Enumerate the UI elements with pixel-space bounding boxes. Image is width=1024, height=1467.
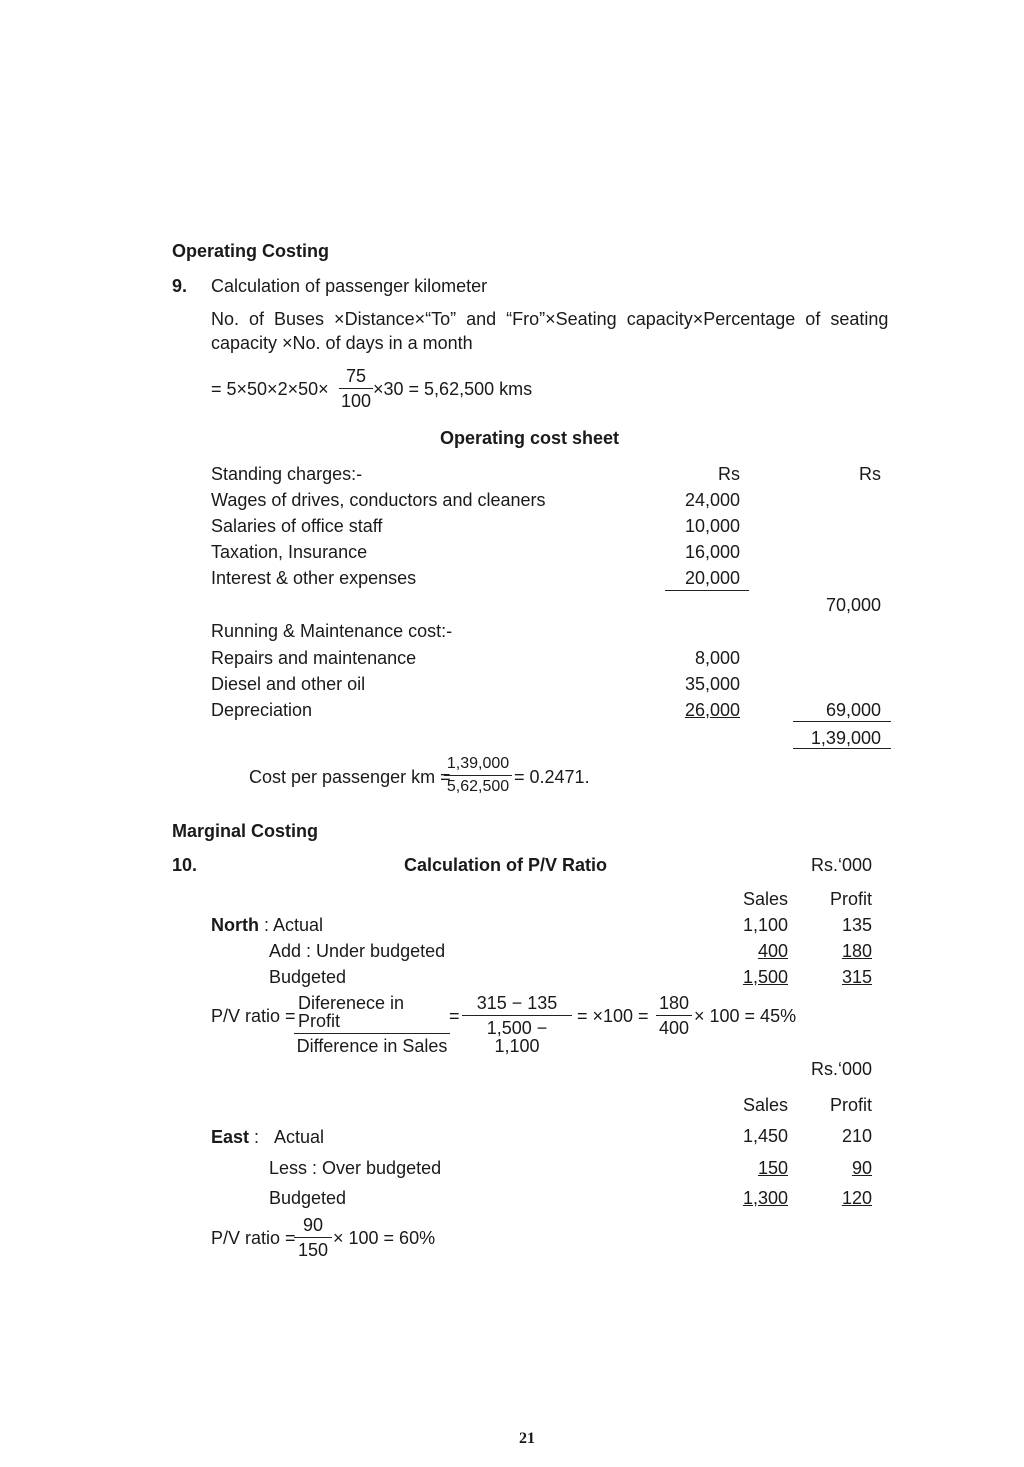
region-north: North (211, 915, 259, 935)
cost-item-amount: 20,000 (684, 568, 740, 588)
cost-per-km-denominator: 5,62,500 (444, 775, 512, 795)
formula-line-1: No. of Buses ×Distance×“To” and “Fro”×Seating capacity×Percentage of seating (211, 309, 889, 329)
east-adjustment-profit: 90 (851, 1158, 872, 1178)
section-heading-marginal-costing: Marginal Costing (172, 821, 319, 841)
cost-item-amount: 26,000 (684, 700, 740, 720)
running-total: 69,000 (825, 700, 881, 720)
question-title-9: Calculation of passenger kilometer (211, 276, 488, 296)
east-actual-sales: 1,450 (742, 1126, 788, 1146)
cost-per-km-result: = 0.2471. (514, 767, 590, 787)
north-equals: = (449, 1006, 460, 1026)
north-actual-profit: 135 (841, 915, 872, 935)
north-fraction-3-denominator: 400 (656, 1015, 692, 1037)
column-header-profit-east: Profit (829, 1095, 872, 1115)
operating-cost-sheet-title: Operating cost sheet (440, 428, 620, 448)
calc-fraction (341, 367, 371, 410)
region-east: East (211, 1127, 250, 1147)
north-pv-ratio-label: P/V ratio = (211, 1006, 296, 1026)
east-actual-label: Actual (274, 1127, 325, 1147)
north-actual-row (211, 916, 323, 934)
north-fraction-3-numerator: 180 (658, 993, 690, 1013)
cost-item-amount: 10,000 (684, 516, 740, 536)
unit-label: Rs.‘000 (810, 855, 872, 875)
north-actual-label: : Actual (259, 915, 324, 935)
east-pv-ratio-label: P/V ratio = (211, 1228, 296, 1248)
column-header-rs-1: Rs (718, 464, 740, 484)
standing-charges-label: Standing charges:- (211, 464, 363, 484)
north-fraction-3 (658, 994, 690, 1037)
calc-fraction-numerator: 75 (345, 366, 367, 386)
north-adjustment-label: Add : Under budgeted (269, 941, 446, 961)
north-fraction-2-numerator: 315 − 135 (476, 993, 558, 1013)
cost-item-label: Repairs and maintenance (211, 648, 417, 668)
east-budgeted-label: Budgeted (269, 1188, 347, 1208)
calc-suffix: ×30 = 5,62,500 kms (373, 379, 533, 399)
calc-prefix: = 5×50×2×50× (211, 379, 329, 399)
north-times-100: = ×100 = (577, 1006, 649, 1026)
north-fraction-2-denominator: 1,500 − 1,100 (462, 1015, 572, 1055)
east-pv-result: × 100 = 60% (333, 1228, 436, 1248)
cost-item-amount: 24,000 (684, 490, 740, 510)
east-fraction (296, 1216, 330, 1259)
cost-item-amount: 35,000 (684, 674, 740, 694)
east-region-label (211, 1128, 259, 1146)
cost-item-label: Taxation, Insurance (211, 542, 368, 562)
east-fraction-numerator: 90 (302, 1215, 324, 1235)
cost-item-label: Salaries of office staff (211, 516, 383, 536)
north-adjustment-sales: 400 (757, 941, 788, 961)
question-number-9: 9. (172, 276, 188, 296)
column-header-profit: Profit (829, 889, 872, 909)
cost-item-label: Diesel and other oil (211, 674, 366, 694)
north-fraction-1 (296, 994, 448, 1055)
north-pv-result: × 100 = 45% (694, 1006, 797, 1026)
calc-fraction-denominator: 100 (339, 388, 373, 410)
cost-item-label: Interest & other expenses (211, 568, 417, 588)
east-fraction-denominator: 150 (294, 1237, 332, 1259)
north-fraction-2 (464, 994, 570, 1055)
subtotal-rule (665, 590, 749, 591)
east-actual-profit: 210 (841, 1126, 872, 1146)
column-header-sales: Sales (742, 889, 788, 909)
east-budgeted-sales: 1,300 (742, 1188, 788, 1208)
north-actual-sales: 1,100 (742, 915, 788, 935)
cost-per-km-label: Cost per passenger km = (249, 767, 451, 787)
section-heading-operating-costing: Operating Costing (172, 241, 329, 261)
cost-item-amount: 8,000 (694, 648, 740, 668)
question-title-10: Calculation of P/V Ratio (404, 855, 608, 875)
page-number: 21 (519, 1430, 535, 1447)
column-header-rs-2: Rs (859, 464, 881, 484)
cost-per-km-numerator: 1,39,000 (446, 755, 510, 772)
north-fraction-1-denominator: Difference in Sales (294, 1033, 450, 1055)
north-adjustment-profit: 180 (841, 941, 872, 961)
total-rule-top (793, 721, 891, 722)
cost-item-label: Wages of drives, conductors and cleaners (211, 490, 546, 510)
cost-item-label: Depreciation (211, 700, 313, 720)
north-fraction-1-numerator: Diferenece in Profit (298, 993, 405, 1031)
north-budgeted-profit: 315 (841, 967, 872, 987)
question-number-10: 10. (172, 855, 198, 875)
east-separator: : (249, 1127, 260, 1147)
running-maintenance-label: Running & Maintenance cost:- (211, 621, 453, 641)
north-budgeted-sales: 1,500 (742, 967, 788, 987)
grand-total: 1,39,000 (810, 728, 881, 748)
east-budgeted-profit: 120 (841, 1188, 872, 1208)
north-budgeted-label: Budgeted (269, 967, 347, 987)
standing-total: 70,000 (825, 595, 881, 615)
east-adjustment-sales: 150 (757, 1158, 788, 1178)
east-adjustment-label: Less : Over budgeted (269, 1158, 442, 1178)
unit-label-east: Rs.‘000 (810, 1059, 872, 1079)
formula-line-2: capacity ×No. of days in a month (211, 333, 473, 353)
cost-per-km-fraction (446, 756, 510, 795)
total-rule-bottom (793, 748, 891, 749)
column-header-sales-east: Sales (742, 1095, 788, 1115)
cost-item-amount: 16,000 (684, 542, 740, 562)
